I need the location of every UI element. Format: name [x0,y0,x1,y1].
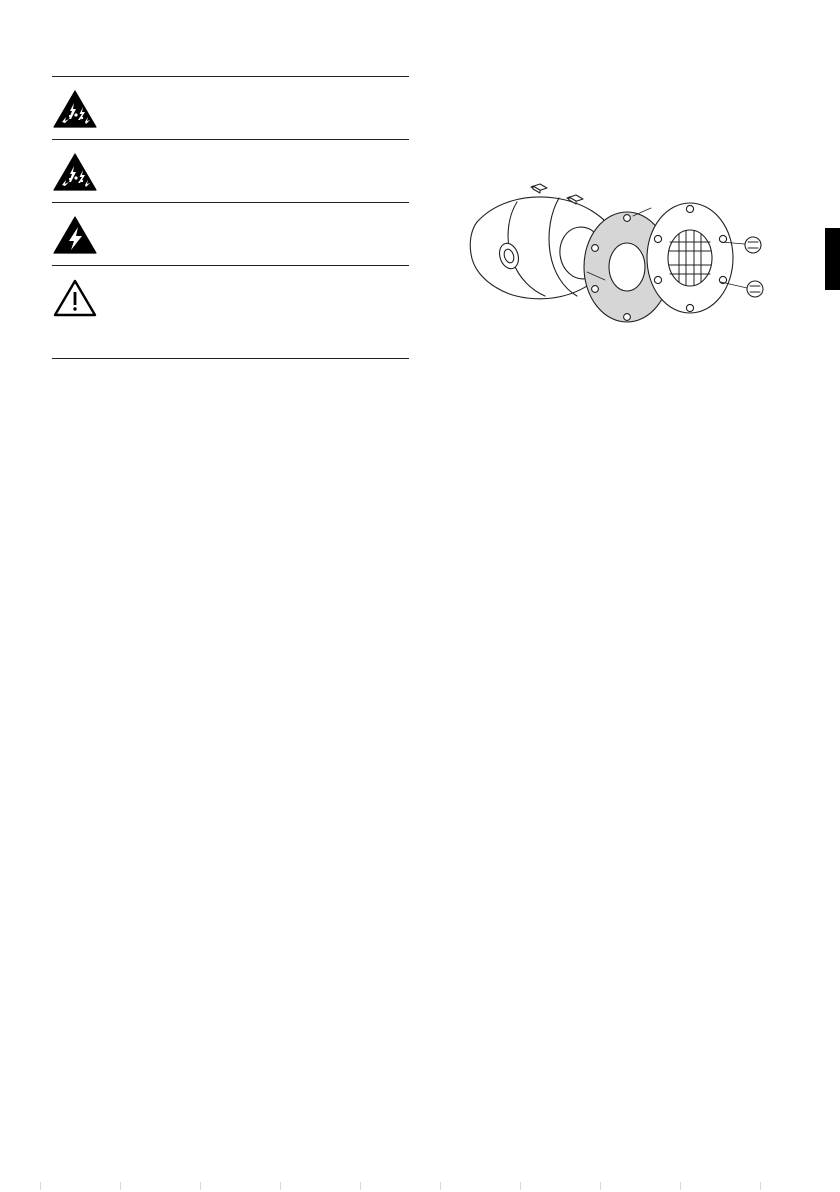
register-mark [440,1182,441,1190]
warning-notice-list [52,76,409,359]
register-mark [200,1182,201,1190]
register-marks [0,1180,840,1190]
register-mark [520,1182,521,1190]
section-edge-tab [825,228,840,290]
register-mark [120,1182,121,1190]
register-mark [680,1182,681,1190]
explosion-hazard-warning-icon [52,152,98,192]
register-mark [360,1182,361,1190]
explosion-hazard-warning-icon [52,89,98,129]
warning-notice-3 [52,203,409,265]
warning-notice-2-body [110,150,409,184]
explosion-proof-camera-housing-exploded-view [455,150,785,380]
register-mark [40,1182,41,1190]
electrical-shock-hazard-icon [52,215,98,255]
general-caution-icon [52,278,98,318]
register-mark [600,1182,601,1190]
register-mark [280,1182,281,1190]
warning-notice-1-body [110,87,409,121]
warning-notice-1 [52,77,409,139]
warning-notice-4 [52,266,409,358]
section-edge-tab-label [825,228,840,290]
divider-rule-bottom [52,358,409,359]
warning-notice-4-body [110,276,409,310]
warning-notice-2 [52,140,409,202]
warning-notice-3-body [110,213,409,247]
register-mark [760,1182,761,1190]
